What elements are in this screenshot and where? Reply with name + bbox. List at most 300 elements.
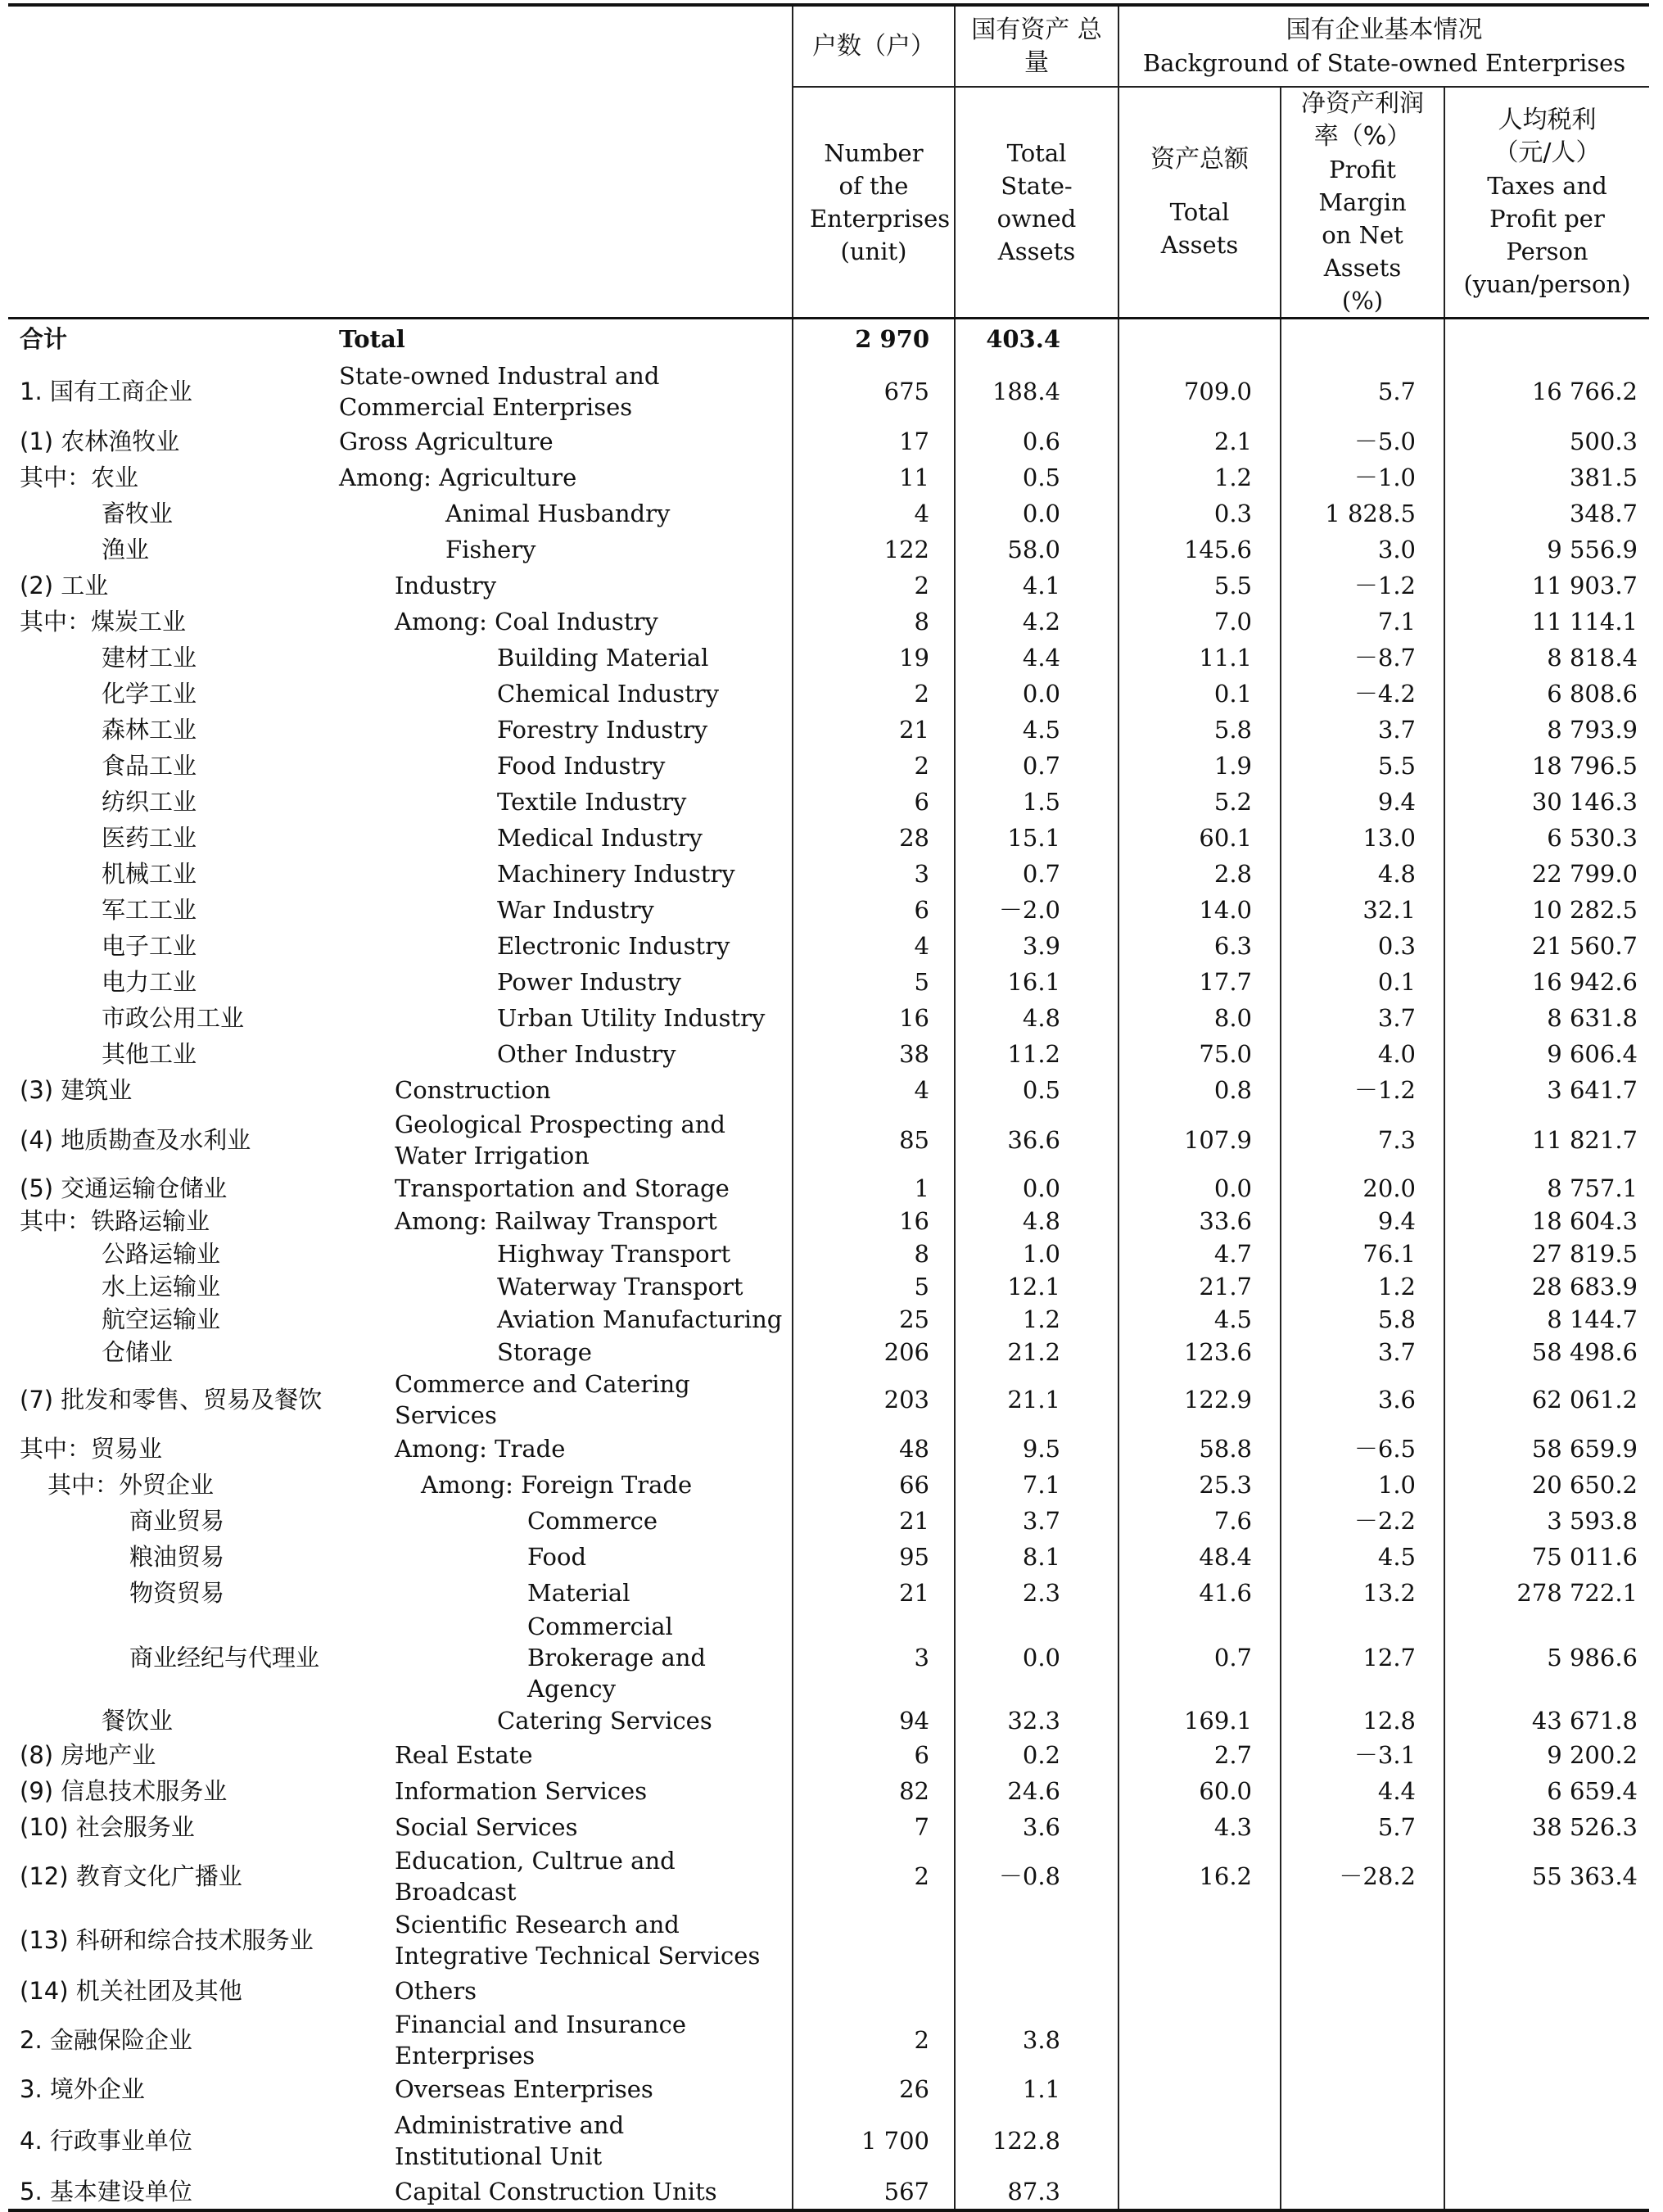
table-row xyxy=(8,640,1649,676)
cell-state-assets: 4.1 xyxy=(955,568,1118,604)
cell-profit-margin: 3.0 xyxy=(1281,532,1444,568)
cell-profit-margin xyxy=(1281,2071,1444,2107)
cell-state-assets: 21.2 xyxy=(955,1336,1118,1368)
row-label-zh: 4. 行政事业单位 xyxy=(20,2126,192,2155)
cell-total-assets xyxy=(1118,319,1281,360)
table-row xyxy=(8,1503,1649,1539)
row-label-zh: (1) 农林渔牧业 xyxy=(20,427,180,455)
cell-taxes-profit xyxy=(1444,2071,1649,2107)
cell-total-assets: 58.8 xyxy=(1118,1431,1281,1467)
cell-taxes-profit: 55 363.4 xyxy=(1444,1845,1649,1907)
table-row xyxy=(8,1000,1649,1036)
cell-taxes-profit: 9 200.2 xyxy=(1444,1737,1649,1773)
cell-enterprise-count: 6 xyxy=(793,1737,955,1773)
cell-profit-margin: 4.0 xyxy=(1281,1036,1444,1072)
cell-total-assets: 122.9 xyxy=(1118,1368,1281,1431)
cell-state-assets: 36.6 xyxy=(955,1108,1118,1172)
cell-taxes-profit xyxy=(1444,2009,1649,2071)
cell-enterprise-count: 19 xyxy=(793,640,955,676)
cell-total-assets: 41.6 xyxy=(1118,1575,1281,1611)
table-row xyxy=(8,2174,1649,2210)
row-label-en: Waterway Transport xyxy=(497,1272,743,1301)
row-label-zh: 航空运输业 xyxy=(102,1305,221,1333)
table-row xyxy=(8,1773,1649,1809)
row-label-zh: 3. 境外企业 xyxy=(20,2074,145,2103)
header-taxes-profit xyxy=(1444,87,1649,319)
row-label-zh: (8) 房地产业 xyxy=(20,1740,156,1769)
cell-state-assets: 4.2 xyxy=(955,604,1118,640)
cell-state-assets: 2.3 xyxy=(955,1575,1118,1611)
row-label-en: Storage xyxy=(497,1337,592,1366)
statistics-table-page xyxy=(8,3,1649,2212)
cell-state-assets: 1.0 xyxy=(955,1237,1118,1270)
row-label-en: Fishery xyxy=(445,535,536,563)
cell-total-assets: 5.2 xyxy=(1118,784,1281,820)
row-label-zh: (14) 机关社团及其他 xyxy=(20,1976,242,2005)
cell-enterprise-count: 4 xyxy=(793,1072,955,1108)
table-row xyxy=(8,1809,1649,1845)
cell-state-assets: 0.2 xyxy=(955,1737,1118,1773)
cell-enterprise-count: 2 xyxy=(793,676,955,712)
cell-enterprise-count: 4 xyxy=(793,928,955,964)
table-row xyxy=(8,459,1649,495)
cell-total-assets: 14.0 xyxy=(1118,892,1281,928)
row-label-zh: 渔业 xyxy=(102,535,150,563)
table-row xyxy=(8,1611,1649,1704)
cell-enterprise-count: 7 xyxy=(793,1809,955,1845)
row-label-zh: 纺织工业 xyxy=(102,787,197,816)
cell-profit-margin xyxy=(1281,2107,1444,2174)
cell-total-assets: 60.0 xyxy=(1118,1773,1281,1809)
row-label-en: Among: Trade xyxy=(395,1434,566,1463)
cell-state-assets: 0.5 xyxy=(955,1072,1118,1108)
cell-total-assets: 145.6 xyxy=(1118,532,1281,568)
table-row xyxy=(8,964,1649,1000)
row-label-en: Total xyxy=(339,325,405,354)
cell-profit-margin: 3.7 xyxy=(1281,1336,1444,1368)
cell-enterprise-count: 21 xyxy=(793,712,955,748)
cell-enterprise-count: 2 xyxy=(793,568,955,604)
cell-state-assets: 12.1 xyxy=(955,1270,1118,1303)
table-row xyxy=(8,676,1649,712)
cell-profit-margin: 7.3 xyxy=(1281,1108,1444,1172)
row-label-zh: 粮油贸易 xyxy=(129,1542,225,1571)
cell-total-assets xyxy=(1118,1973,1281,2009)
row-label-zh: 仓储业 xyxy=(102,1337,174,1366)
header-count-zh: 户数（户） xyxy=(793,5,955,87)
row-label-en: Commercial Brokerage and Agency xyxy=(527,1612,706,1703)
cell-state-assets: 1.5 xyxy=(955,784,1118,820)
row-label-en: Social Services xyxy=(395,1812,578,1841)
table-row xyxy=(8,1467,1649,1503)
cell-enterprise-count: 28 xyxy=(793,820,955,856)
row-label-en: Real Estate xyxy=(395,1740,533,1769)
row-label-zh: 电力工业 xyxy=(102,967,197,996)
cell-taxes-profit: 27 819.5 xyxy=(1444,1237,1649,1270)
row-label-zh: 市政公用工业 xyxy=(102,1003,245,1032)
cell-taxes-profit: 500.3 xyxy=(1444,423,1649,459)
cell-total-assets xyxy=(1118,1907,1281,1973)
cell-total-assets: 4.7 xyxy=(1118,1237,1281,1270)
cell-taxes-profit: 11 903.7 xyxy=(1444,568,1649,604)
row-label-en: Machinery Industry xyxy=(497,859,735,888)
cell-enterprise-count: 25 xyxy=(793,1303,955,1336)
cell-enterprise-count: 1 700 xyxy=(793,2107,955,2174)
cell-taxes-profit: 9 606.4 xyxy=(1444,1036,1649,1072)
cell-enterprise-count: 122 xyxy=(793,532,955,568)
cell-total-assets: 0.1 xyxy=(1118,676,1281,712)
cell-profit-margin: 5.8 xyxy=(1281,1303,1444,1336)
row-label-zh: 公路运输业 xyxy=(102,1239,221,1268)
cell-state-assets: 0.5 xyxy=(955,459,1118,495)
cell-total-assets xyxy=(1118,2174,1281,2210)
row-label-zh: (13) 科研和综合技术服务业 xyxy=(20,1925,314,1954)
header-group xyxy=(1118,5,1649,87)
cell-enterprise-count: 567 xyxy=(793,2174,955,2210)
row-label-zh: 餐饮业 xyxy=(102,1706,174,1735)
table-row xyxy=(8,1036,1649,1072)
cell-enterprise-count: 94 xyxy=(793,1704,955,1737)
cell-state-assets: 58.0 xyxy=(955,532,1118,568)
row-label-en: Forestry Industry xyxy=(497,715,708,744)
header-taxes-profit-en: Taxes and Profit per Person (yuan/person) xyxy=(1463,172,1631,298)
cell-total-assets: 0.3 xyxy=(1118,495,1281,532)
table-row xyxy=(8,2071,1649,2107)
cell-profit-margin: 7.1 xyxy=(1281,604,1444,640)
cell-total-assets: 7.6 xyxy=(1118,1503,1281,1539)
header-count-en: Number of the Enterprises (unit) xyxy=(793,87,955,319)
cell-taxes-profit: 3 641.7 xyxy=(1444,1072,1649,1108)
cell-state-assets: 87.3 xyxy=(955,2174,1118,2210)
cell-total-assets: 107.9 xyxy=(1118,1108,1281,1172)
cell-profit-margin: －6.5 xyxy=(1281,1431,1444,1467)
row-label-en: Others xyxy=(395,1976,477,2005)
row-label-zh: 军工工业 xyxy=(102,895,197,924)
table-row xyxy=(8,1973,1649,2009)
row-label-zh: 电子工业 xyxy=(102,931,197,960)
row-label-en: Electronic Industry xyxy=(497,931,730,960)
cell-profit-margin: －28.2 xyxy=(1281,1845,1444,1907)
table-row xyxy=(8,892,1649,928)
table-row xyxy=(8,2009,1649,2071)
cell-taxes-profit: 18 604.3 xyxy=(1444,1205,1649,1237)
cell-enterprise-count: 1 xyxy=(793,1172,955,1205)
cell-total-assets xyxy=(1118,2071,1281,2107)
cell-profit-margin: 12.8 xyxy=(1281,1704,1444,1737)
row-label-zh: 其中：外贸企业 xyxy=(47,1470,215,1499)
cell-state-assets: 24.6 xyxy=(955,1773,1118,1809)
cell-state-assets: 0.7 xyxy=(955,748,1118,784)
cell-enterprise-count: 2 970 xyxy=(793,319,955,360)
cell-total-assets: 21.7 xyxy=(1118,1270,1281,1303)
cell-profit-margin: －1.2 xyxy=(1281,1072,1444,1108)
cell-total-assets: 5.5 xyxy=(1118,568,1281,604)
table-row xyxy=(8,748,1649,784)
table-row xyxy=(8,712,1649,748)
cell-profit-margin xyxy=(1281,1907,1444,1973)
cell-enterprise-count: 26 xyxy=(793,2071,955,2107)
cell-state-assets: 0.0 xyxy=(955,676,1118,712)
row-label-zh: 建材工业 xyxy=(102,643,197,672)
row-label-zh: 5. 基本建设单位 xyxy=(8,2174,339,2210)
cell-profit-margin: －4.2 xyxy=(1281,676,1444,712)
cell-enterprise-count: 2 xyxy=(793,1845,955,1907)
row-label-zh: 其中：煤炭工业 xyxy=(20,607,187,636)
cell-enterprise-count: 82 xyxy=(793,1773,955,1809)
table-row xyxy=(8,1845,1649,1907)
table-row xyxy=(8,1270,1649,1303)
cell-taxes-profit: 22 799.0 xyxy=(1444,856,1649,892)
cell-taxes-profit: 75 011.6 xyxy=(1444,1539,1649,1575)
state-owned-enterprises-table xyxy=(8,3,1649,2212)
cell-profit-margin xyxy=(1281,1973,1444,2009)
row-label-en: Other Industry xyxy=(497,1039,676,1068)
row-label-zh: (12) 教育文化广播业 xyxy=(20,1861,242,1890)
cell-taxes-profit: 3 593.8 xyxy=(1444,1503,1649,1539)
cell-profit-margin: 13.0 xyxy=(1281,820,1444,856)
cell-state-assets: 9.5 xyxy=(955,1431,1118,1467)
row-label-en: Catering Services xyxy=(497,1706,712,1735)
cell-taxes-profit: 8 793.9 xyxy=(1444,712,1649,748)
table-row xyxy=(8,604,1649,640)
table-row xyxy=(8,2107,1649,2174)
cell-total-assets xyxy=(1118,2009,1281,2071)
cell-state-assets: 188.4 xyxy=(955,360,1118,423)
row-label-en: Gross Agriculture xyxy=(339,427,554,455)
table-row xyxy=(8,1205,1649,1237)
table-row xyxy=(8,856,1649,892)
cell-total-assets: 0.0 xyxy=(1118,1172,1281,1205)
table-row xyxy=(8,820,1649,856)
row-label-en: Urban Utility Industry xyxy=(497,1003,766,1032)
cell-profit-margin: －2.2 xyxy=(1281,1503,1444,1539)
cell-profit-margin: 4.8 xyxy=(1281,856,1444,892)
header-profit-margin-en: Profit Margin on Net Assets (%) xyxy=(1318,156,1407,314)
cell-enterprise-count: 16 xyxy=(793,1000,955,1036)
cell-state-assets: 4.8 xyxy=(955,1000,1118,1036)
cell-taxes-profit: 11 114.1 xyxy=(1444,604,1649,640)
cell-state-assets: 0.6 xyxy=(955,423,1118,459)
cell-profit-margin: 5.5 xyxy=(1281,748,1444,784)
row-label-en: Among: Foreign Trade xyxy=(421,1470,693,1499)
cell-enterprise-count: 5 xyxy=(793,964,955,1000)
row-label-zh: 1. 国有工商企业 xyxy=(20,377,192,405)
row-label-zh: 2. 金融保险企业 xyxy=(20,2025,192,2054)
cell-state-assets: －2.0 xyxy=(955,892,1118,928)
cell-total-assets xyxy=(1118,2107,1281,2174)
cell-total-assets: 123.6 xyxy=(1118,1336,1281,1368)
header-blank-left-2 xyxy=(8,87,793,319)
cell-profit-margin: 4.5 xyxy=(1281,1539,1444,1575)
cell-taxes-profit: 43 671.8 xyxy=(1444,1704,1649,1737)
cell-enterprise-count: 6 xyxy=(793,892,955,928)
cell-taxes-profit: 11 821.7 xyxy=(1444,1108,1649,1172)
table-row xyxy=(8,1336,1649,1368)
cell-total-assets: 11.1 xyxy=(1118,640,1281,676)
cell-profit-margin: 9.4 xyxy=(1281,784,1444,820)
cell-total-assets: 2.8 xyxy=(1118,856,1281,892)
cell-state-assets: 11.2 xyxy=(955,1036,1118,1072)
cell-total-assets: 1.9 xyxy=(1118,748,1281,784)
cell-taxes-profit xyxy=(1444,1973,1649,2009)
cell-taxes-profit: 6 530.3 xyxy=(1444,820,1649,856)
cell-taxes-profit: 10 282.5 xyxy=(1444,892,1649,928)
row-label-zh: (9) 信息技术服务业 xyxy=(20,1776,228,1805)
row-label-zh: 食品工业 xyxy=(102,751,197,780)
cell-profit-margin: 4.4 xyxy=(1281,1773,1444,1809)
cell-enterprise-count: 48 xyxy=(793,1431,955,1467)
cell-taxes-profit: 8 631.8 xyxy=(1444,1000,1649,1036)
cell-state-assets: 32.3 xyxy=(955,1704,1118,1737)
row-label-en: Scientific Research and Integrative Technical Services xyxy=(395,1910,761,1970)
header-total-assets-en: Total Assets xyxy=(1160,198,1239,259)
row-label-en: State-owned Industral and Commercial Enterprises xyxy=(339,361,660,421)
row-label-en: Construction xyxy=(395,1075,551,1104)
cell-taxes-profit: 62 061.2 xyxy=(1444,1368,1649,1431)
cell-state-assets: 4.8 xyxy=(955,1205,1118,1237)
cell-enterprise-count: 66 xyxy=(793,1467,955,1503)
cell-state-assets: 4.4 xyxy=(955,640,1118,676)
cell-taxes-profit: 16 766.2 xyxy=(1444,360,1649,423)
row-label-zh: 其他工业 xyxy=(102,1039,197,1068)
row-label-zh: 医药工业 xyxy=(102,823,197,852)
row-label-en: Overseas Enterprises xyxy=(395,2074,653,2103)
cell-profit-margin: 0.3 xyxy=(1281,928,1444,964)
cell-enterprise-count: 21 xyxy=(793,1575,955,1611)
cell-taxes-profit: 9 556.9 xyxy=(1444,532,1649,568)
table-row xyxy=(8,1237,1649,1270)
cell-taxes-profit: 6 659.4 xyxy=(1444,1773,1649,1809)
cell-profit-margin: 12.7 xyxy=(1281,1611,1444,1704)
cell-enterprise-count: 85 xyxy=(793,1108,955,1172)
cell-total-assets: 1.2 xyxy=(1118,459,1281,495)
cell-state-assets: 7.1 xyxy=(955,1467,1118,1503)
cell-enterprise-count xyxy=(793,1907,955,1973)
header-total-assets-zh: 资产总额 xyxy=(1150,145,1249,174)
row-label-zh: 森林工业 xyxy=(102,715,197,744)
cell-profit-margin xyxy=(1281,2174,1444,2210)
cell-total-assets: 16.2 xyxy=(1118,1845,1281,1907)
cell-profit-margin: 1 828.5 xyxy=(1281,495,1444,532)
row-label-en: Medical Industry xyxy=(497,823,703,852)
row-label-en: Chemical Industry xyxy=(497,679,719,708)
cell-state-assets: 8.1 xyxy=(955,1539,1118,1575)
cell-profit-margin: －3.1 xyxy=(1281,1737,1444,1773)
row-label-en: Education, Cultrue and Broadcast xyxy=(395,1846,676,1906)
cell-enterprise-count: 8 xyxy=(793,1237,955,1270)
cell-state-assets: －0.8 xyxy=(955,1845,1118,1907)
cell-total-assets: 709.0 xyxy=(1118,360,1281,423)
cell-enterprise-count: 16 xyxy=(793,1205,955,1237)
header-group-en: Background of State-owned Enterprises xyxy=(1142,48,1626,77)
cell-enterprise-count: 4 xyxy=(793,495,955,532)
cell-enterprise-count: 2 xyxy=(793,748,955,784)
cell-total-assets: 33.6 xyxy=(1118,1205,1281,1237)
cell-enterprise-count: 2 xyxy=(793,2009,955,2071)
header-blank-left xyxy=(8,5,793,87)
cell-enterprise-count xyxy=(793,1973,955,2009)
cell-state-assets: 3.9 xyxy=(955,928,1118,964)
row-label-en: Among: Coal Industry xyxy=(395,607,658,636)
row-label-zh: 合计 xyxy=(20,325,68,354)
cell-enterprise-count: 21 xyxy=(793,1503,955,1539)
table-row xyxy=(8,1172,1649,1205)
cell-total-assets: 60.1 xyxy=(1118,820,1281,856)
header-assets-zh: 国有资产 总 量 xyxy=(955,5,1118,87)
cell-taxes-profit: 28 683.9 xyxy=(1444,1270,1649,1303)
cell-total-assets: 25.3 xyxy=(1118,1467,1281,1503)
cell-profit-margin: 1.0 xyxy=(1281,1467,1444,1503)
cell-taxes-profit: 6 808.6 xyxy=(1444,676,1649,712)
cell-enterprise-count: 5 xyxy=(793,1270,955,1303)
row-label-en: Building Material xyxy=(497,643,709,672)
row-label-en: Textile Industry xyxy=(497,787,687,816)
row-label-zh: 商业经纪与代理业 xyxy=(129,1643,320,1671)
table-row xyxy=(8,1737,1649,1773)
row-label-zh: 机械工业 xyxy=(102,859,197,888)
table-row xyxy=(8,1704,1649,1737)
cell-taxes-profit: 8 757.1 xyxy=(1444,1172,1649,1205)
header-group-zh: 国有企业基本情况 xyxy=(1286,15,1483,44)
cell-taxes-profit: 8 144.7 xyxy=(1444,1303,1649,1336)
table-row xyxy=(8,784,1649,820)
header-taxes-profit-zh: 人均税利（元/人） xyxy=(1494,106,1601,167)
row-label-zh: 其中：贸易业 xyxy=(20,1434,163,1463)
cell-taxes-profit: 20 650.2 xyxy=(1444,1467,1649,1503)
cell-enterprise-count: 17 xyxy=(793,423,955,459)
table-row xyxy=(8,360,1649,423)
row-label-en: Information Services xyxy=(395,1776,648,1805)
cell-state-assets: 122.8 xyxy=(955,2107,1118,2174)
row-label-en: Food Industry xyxy=(497,751,666,780)
row-label-en: Geological Prospecting and Water Irrigation xyxy=(395,1110,725,1169)
cell-enterprise-count: 38 xyxy=(793,1036,955,1072)
table-row xyxy=(8,532,1649,568)
cell-total-assets: 75.0 xyxy=(1118,1036,1281,1072)
row-label-en: Highway Transport xyxy=(497,1239,731,1268)
cell-total-assets: 6.3 xyxy=(1118,928,1281,964)
row-label-en: Among: Agriculture xyxy=(339,463,577,491)
row-label-en: Power Industry xyxy=(497,967,682,996)
row-label-en: War Industry xyxy=(497,895,654,924)
cell-profit-margin: 1.2 xyxy=(1281,1270,1444,1303)
cell-state-assets: 0.0 xyxy=(955,495,1118,532)
cell-enterprise-count: 3 xyxy=(793,1611,955,1704)
cell-state-assets: 16.1 xyxy=(955,964,1118,1000)
table-row xyxy=(8,495,1649,532)
cell-state-assets: 0.0 xyxy=(955,1172,1118,1205)
cell-total-assets: 8.0 xyxy=(1118,1000,1281,1036)
cell-taxes-profit: 5 986.6 xyxy=(1444,1611,1649,1704)
cell-enterprise-count: 11 xyxy=(793,459,955,495)
row-label-en: Among: Railway Transport xyxy=(395,1206,717,1235)
header-assets-en: Total State-owned Assets xyxy=(955,87,1118,319)
cell-taxes-profit: 38 526.3 xyxy=(1444,1809,1649,1845)
cell-taxes-profit: 21 560.7 xyxy=(1444,928,1649,964)
table-row xyxy=(8,423,1649,459)
cell-total-assets: 4.5 xyxy=(1118,1303,1281,1336)
table-row xyxy=(8,1368,1649,1431)
row-label-zh: 其中：农业 xyxy=(20,463,139,491)
cell-profit-margin: －5.0 xyxy=(1281,423,1444,459)
cell-enterprise-count: 675 xyxy=(793,360,955,423)
row-label-zh: (2) 工业 xyxy=(20,571,109,599)
cell-profit-margin: 13.2 xyxy=(1281,1575,1444,1611)
row-label-en: Administrative and Institutional Unit xyxy=(395,2110,625,2170)
table-row xyxy=(8,928,1649,964)
row-label-en: Animal Husbandry xyxy=(445,499,671,527)
cell-enterprise-count: 206 xyxy=(793,1336,955,1368)
